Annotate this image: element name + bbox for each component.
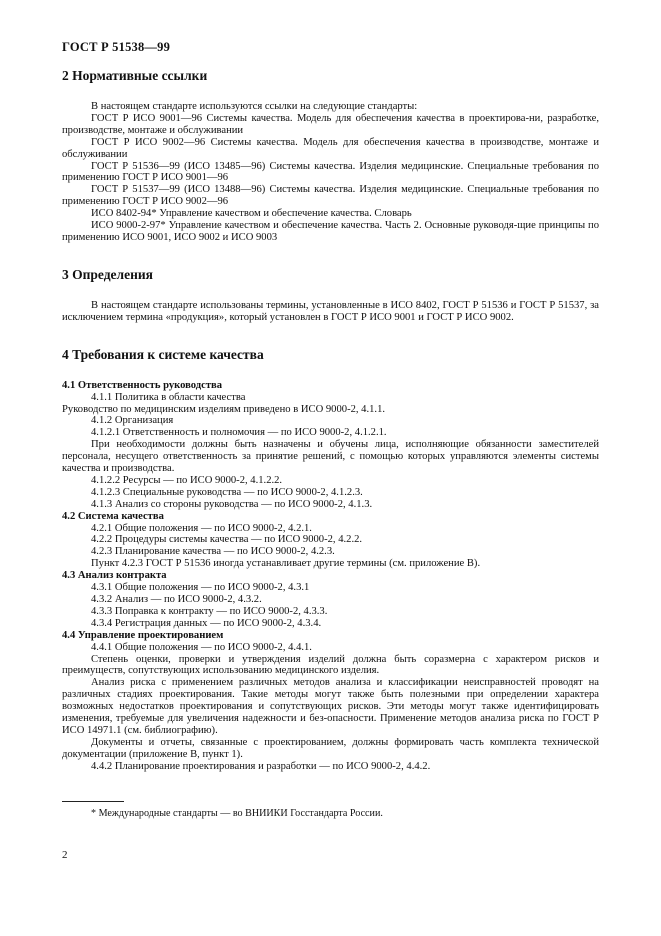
section-4-paragraph: Документы и отчеты, связанные с проектированием, должны формировать часть комплекта технической документации (приложение В, пункт 1). — [62, 736, 599, 760]
subsection-heading: 4.3 Анализ контракта — [62, 570, 167, 582]
section-2-title: 2 Нормативные ссылки — [62, 68, 208, 83]
section-4-paragraph: 4.2.3 Планирование качества — по ИСО 9000-2, 4.2.3. — [91, 546, 335, 558]
section-3-title: 3 Определения — [62, 266, 153, 282]
section-2-paragraph: В настоящем стандарте используются ссылки на следующие стандарты: — [91, 101, 418, 112]
section-4-paragraph: Пункт 4.2.3 ГОСТ Р 51536 иногда устанавливает другие термины (см. приложение В). — [91, 558, 481, 570]
section-2-paragraph: ГОСТ Р 51536—99 (ИСО 13485—96) Системы качества. Изделия медицинские. Специальные требования по применению ГОСТ Р ИСО 9001—96 — [62, 160, 599, 184]
section-4-paragraph: 4.1.2.3 Специальные руководства — по ИСО 9000-2, 4.1.2.3. — [91, 486, 363, 498]
document-code-header: ГОСТ Р 51538—99 — [62, 40, 171, 54]
section-3-paragraph: В настоящем стандарте использованы термины, установленные в ИСО 8402, ГОСТ Р 51536 и ГОСТ Р 51537, за исключением термина «продукция», который установлен в ГОСТ Р ИСО 9001 и ГОСТ Р ИСО 9002. — [62, 299, 599, 323]
subsection-heading: 4.2 Система качества — [62, 510, 164, 522]
section-2-paragraph: ИСО 8402-94* Управление качеством и обеспечение качества. Словарь — [91, 208, 412, 220]
section-4-paragraph: Анализ риска с применением различных методов анализа и классификации неисправностей проводят на различных стадиях проектирования. Такие методы могут также быть полезными при определении характера возможных недостатков проектирования и сопутствующих рисков. Эти методы могут также идентифицировать изменения, требуемые для увеличения надежности и без-опасности. Применение методов анализа риска по ГОСТ Р ИСО 14971.1 (см. библиографию). — [62, 677, 599, 736]
section-4-paragraph: 4.1.3 Анализ со стороны руководства — по ИСО 9000-2, 4.1.3. — [91, 498, 373, 510]
section-2-paragraph: ГОСТ Р ИСО 9001—96 Системы качества. Модель для обеспечения качества в проектирова-ни, разработке, производстве, монтаже и обслуживании — [62, 112, 599, 136]
footnote: * Международные стандарты — во ВНИИКИ Госстандарта России. — [91, 808, 383, 819]
section-4-paragraph: При необходимости должны быть назначены и обучены лица, исполняющие обязанности заместителей персонала, несущего ответственность за принятие решений, с помощью которых управляются элементы системы качества и производства. — [62, 439, 599, 475]
section-4-paragraph: 4.3.3 Поправка к контракту — по ИСО 9000-2, 4.3.3. — [91, 605, 328, 617]
section-4-paragraph: 4.3.4 Регистрация данных — по ИСО 9000-2, 4.3.4. — [91, 617, 322, 629]
section-4-paragraph: Степень оценки, проверки и утверждения изделий должна быть соразмерна с характером рисков и преимуществ, сопутствующих использованию медицинского изделия. — [62, 653, 599, 677]
subsection-heading: 4.1 Ответственность руководства — [62, 379, 223, 391]
section-4-paragraph: 4.2.2 Процедуры системы качества — по ИСО 9000-2, 4.2.2. — [91, 534, 363, 546]
section-4-body — [62, 380, 599, 773]
section-2-paragraph: ГОСТ Р 51537—99 (ИСО 13488—96) Системы качества. Изделия медицинские. Специальные требования по применению ГОСТ Р ИСО 9002—96 — [62, 184, 599, 208]
section-2-paragraph: ГОСТ Р ИСО 9002—96 Системы качества. Модель для обеспечения качества в производстве, монтаже и обслуживании — [62, 136, 599, 160]
section-4-paragraph: 4.1.1 Политика в области качества — [91, 391, 246, 403]
section-4-paragraph: Руководство по медицинским изделиям приведено в ИСО 9000-2, 4.1.1. — [62, 403, 386, 415]
footnote-divider — [62, 801, 124, 802]
section-2-paragraph: ИСО 9000-2-97* Управление качеством и обеспечение качества. Часть 2. Основные руководя-щие принципы по применению ИСО 9001, ИСО 9002 и ИСО 9003 — [62, 220, 599, 243]
section-4-paragraph: 4.1.2.2 Ресурсы — по ИСО 9000-2, 4.1.2.2. — [91, 474, 283, 486]
section-4-paragraph: 4.4.2 Планирование проектирования и разработки — по ИСО 9000-2, 4.4.2. — [91, 760, 431, 772]
section-4-paragraph: 4.1.2 Организация — [91, 415, 174, 427]
section-4-paragraph: 4.3.1 Общие положения — по ИСО 9000-2, 4.3.1 — [91, 582, 310, 594]
section-4-paragraph: 4.4.1 Общие положения — по ИСО 9000-2, 4.4.1. — [91, 641, 312, 653]
page-content — [62, 66, 599, 773]
section-4-title: 4 Требования к системе качества — [62, 346, 264, 362]
subsection-heading: 4.4 Управление проектированием — [62, 629, 224, 641]
page-number: 2 — [62, 849, 68, 861]
section-4-paragraph: 4.3.2 Анализ — по ИСО 9000-2, 4.3.2. — [91, 594, 262, 605]
section-4-paragraph: 4.1.2.1 Ответственность и полномочия — по ИСО 9000-2, 4.1.2.1. — [91, 427, 387, 439]
section-4-paragraph: 4.2.1 Общие положения — по ИСО 9000-2, 4.2.1. — [91, 522, 312, 534]
